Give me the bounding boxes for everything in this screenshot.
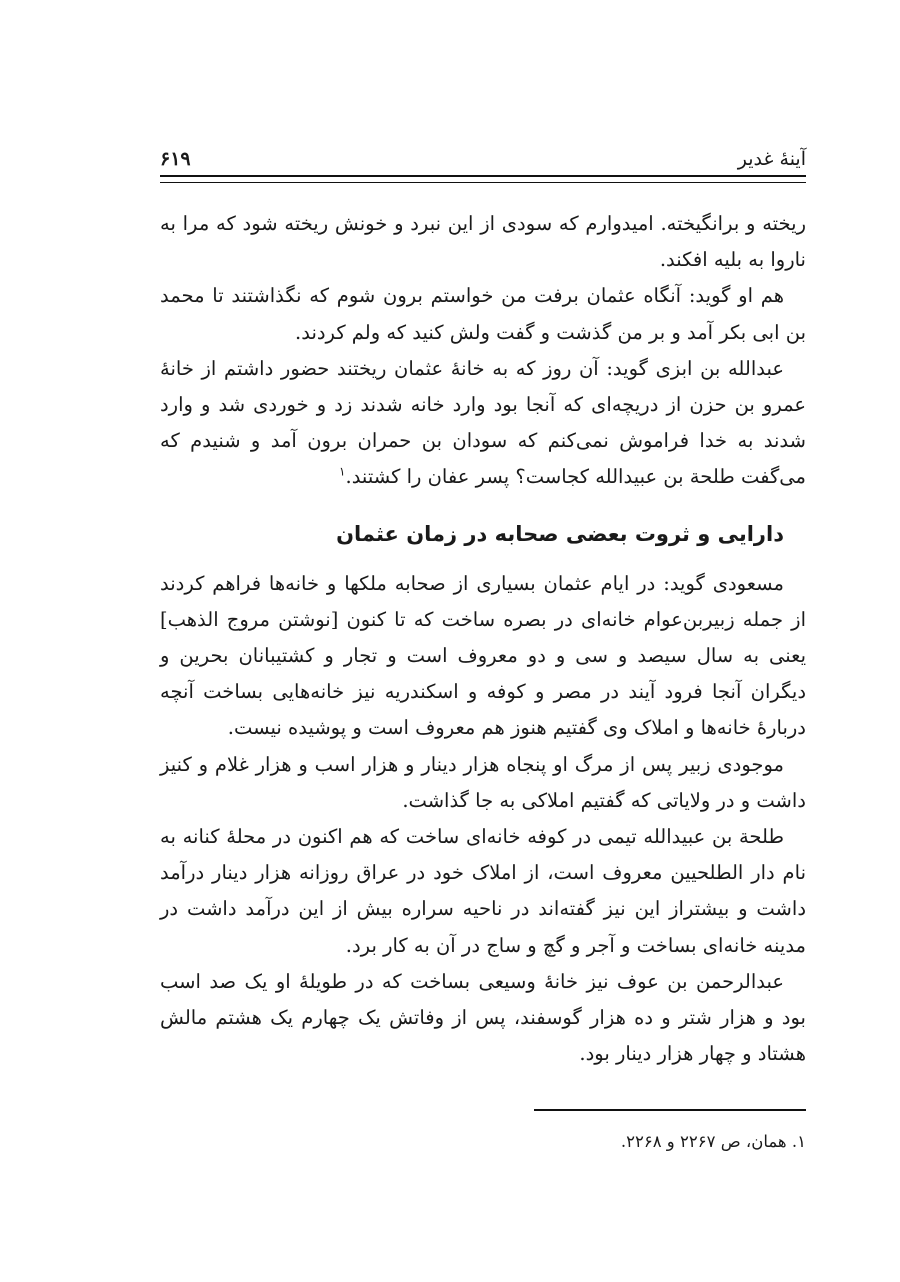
paragraph: موجودی زبیر پس از مرگ او پنجاه هزار دینار و هزار اسب و هزار غلام و کنیز داشت و در ولایاتی که گفتیم املاکی به جا گذاشت. bbox=[160, 752, 806, 812]
book-page bbox=[160, 0, 806, 1282]
paragraph: طلحة بن عبیدالله تیمی در کوفه خانه‌ای ساخت که هم اکنون در محلهٔ کنانه به نام دار الطلحیین معروف است، از املاک خود در عراق روزانه هزار دینار درآمد داشت و بیشتراز این نیز گفته‌اند در ناحیه سراره بیش از این درآمد داشت در مدینه خانه‌ای بساخت و آجر و گچ و ساج در آن به کار برد. bbox=[160, 825, 807, 957]
page-number: ۶۱۹ bbox=[160, 148, 191, 170]
running-head bbox=[160, 148, 806, 176]
paragraph-with-footnote bbox=[160, 351, 806, 496]
page-body bbox=[160, 206, 806, 1072]
paragraph: هم او گوید: آنگاه عثمان برفت من خواستم برون شوم که نگذاشتند تا محمد بن ابی بکر آمد و بر من گذشت و گفت ولش کنید که ولم کردند. bbox=[160, 284, 806, 344]
paragraph: مسعودی گوید: در ایام عثمان بسیاری از صحابه ملکها و خانه‌ها فراهم کردند از جمله زبیربن‌عوام خانه‌ای در بصره ساخت که تا کنون [نوشتن مروج الذهب] یعنی به سال سیصد و سی و دو معروف است و تجار و کشتیبانان بحرین و دیگران آنجا فرود آیند در مصر و کوفه و اسکندریه نیز خانه‌هایی بساخت آنچه دربارهٔ خانه‌ها و املاک وی گفتیم هنوز هم معروف است و پوشیده نیست. bbox=[160, 571, 806, 740]
paragraph: عبدالرحمن بن عوف نیز خانهٔ وسیعی بساخت که در طویلهٔ او یک صد اسب بود و هزار شتر و ده هزار گوسفند، پس از وفاتش یک چهارم یک هشتم مالش هشتاد و چهار هزار دینار بود. bbox=[160, 969, 806, 1066]
footnote: ۱. همان، ص ۲۲۶۷ و ۲۲۶۸. bbox=[620, 1132, 806, 1151]
section-heading: دارایی و ثروت بعضی صحابه در زمان عثمان bbox=[336, 521, 784, 546]
running-head-title: آینهٔ غدیر bbox=[737, 148, 806, 170]
paragraph-continuation: ریخته و برانگیخته. امیدوارم که سودی از این نبرد و خونش ریخته شود که مرا به ناروا به بلیه افکند. bbox=[160, 212, 806, 272]
footnote-reference[interactable]: ۱ bbox=[339, 464, 346, 479]
footnote-separator bbox=[534, 1109, 806, 1111]
header-double-rule bbox=[160, 175, 806, 183]
paragraph-text: عبدالله بن ابزی گوید: آن روز که به خانهٔ عثمان ریختند حضور داشتم از خانهٔ عمرو بن حزن از دریچه‌ای که آنجا بود وارد خانه شدند زد و خوردی شد و وارد شدند به خدا فراموش نمی‌کنم که سودان بن حمران برون آمد و شنیدم که می‌گفت طلحة بن عبیدالله کجاست؟ پسر عفان را کشتند. bbox=[160, 356, 806, 489]
